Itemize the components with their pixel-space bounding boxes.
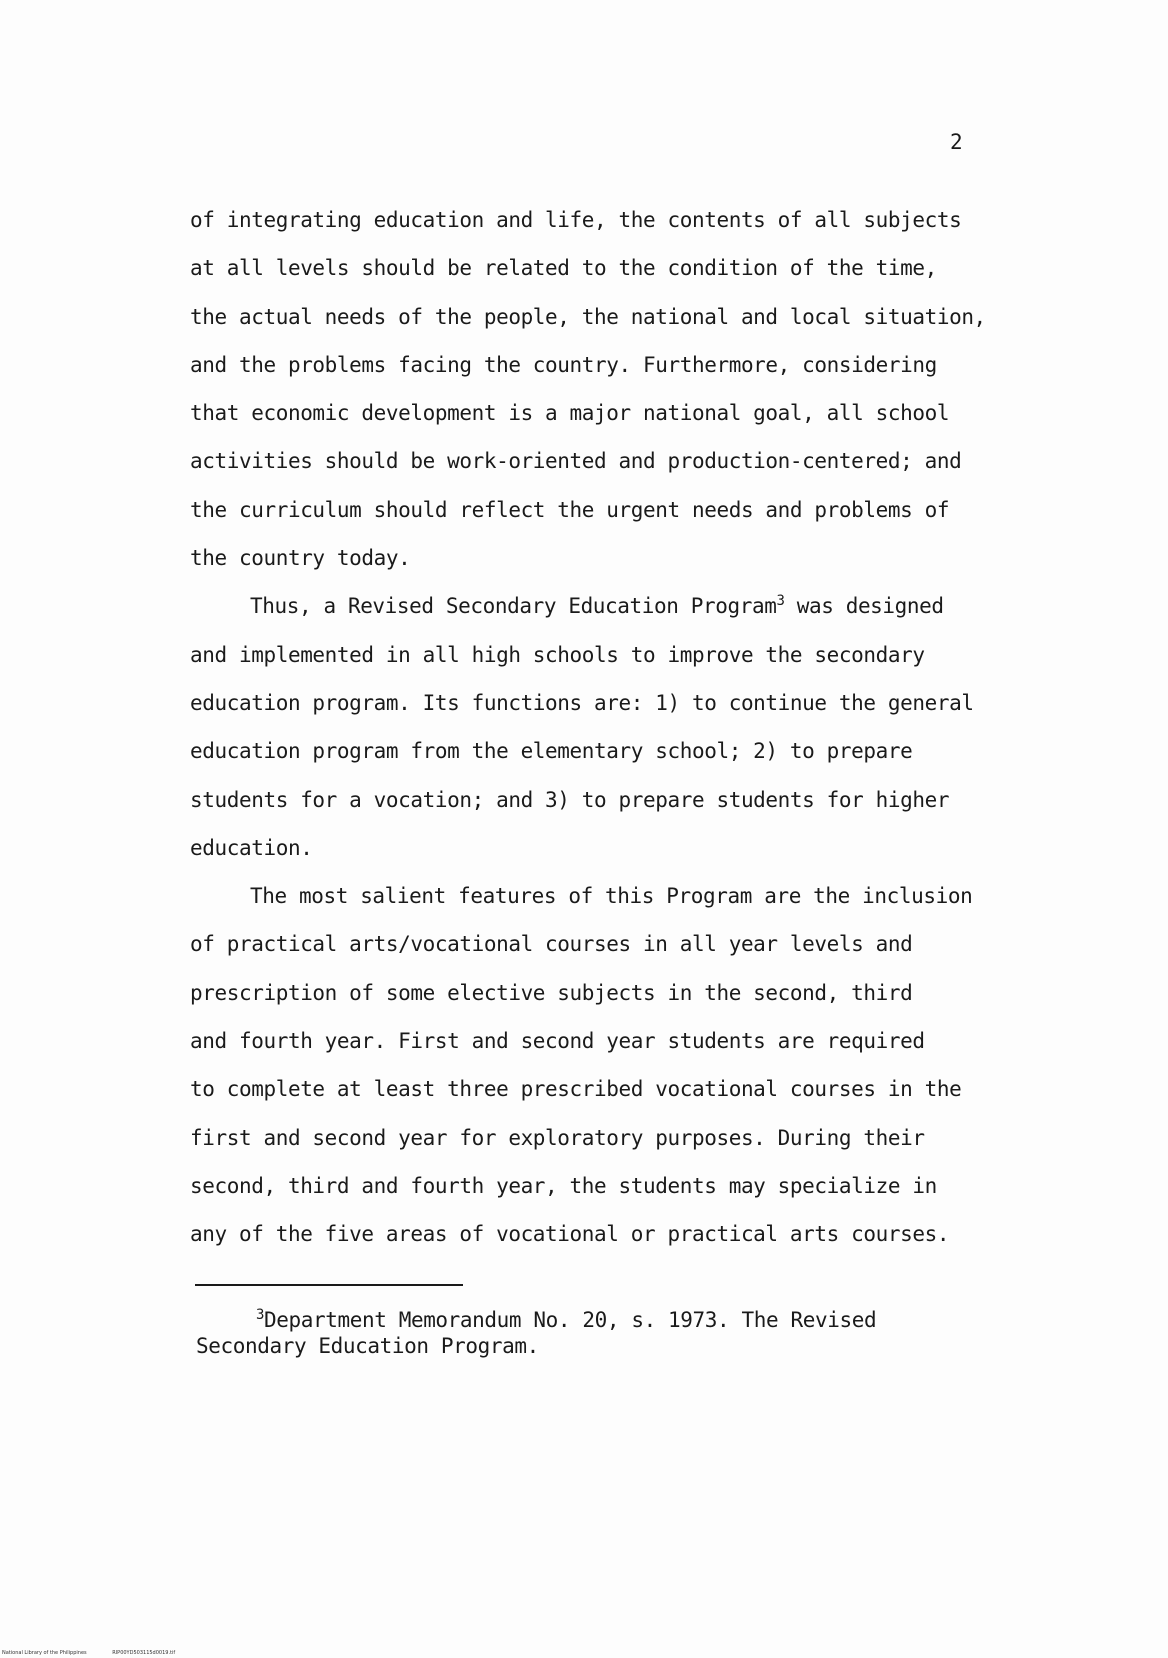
paragraph-line: activities should be work-oriented and production-centered; and bbox=[190, 449, 962, 474]
paragraph-line: to complete at least three prescribed vocational courses in the bbox=[190, 1077, 962, 1102]
paragraph-line: second, third and fourth year, the students may specialize in bbox=[190, 1173, 937, 1198]
paragraph-line: any of the five areas of vocational or practical arts courses. bbox=[190, 1222, 950, 1247]
paragraph-line-tail: was designed bbox=[784, 594, 944, 619]
scan-footer bbox=[2, 1650, 199, 1656]
paragraph-line: the curriculum should reflect the urgent needs and problems of bbox=[190, 497, 950, 522]
library-credit: National Library of the Philippines bbox=[2, 1650, 87, 1656]
paragraph-line: that economic development is a major national goal, all school bbox=[190, 401, 950, 426]
footnote-line: Secondary Education Program. bbox=[196, 1334, 539, 1358]
paragraph-line: of practical arts/vocational courses in all year levels and bbox=[190, 932, 913, 957]
paragraph-line: prescription of some elective subjects in the second, third bbox=[190, 980, 913, 1005]
paragraph-3 bbox=[190, 872, 990, 1258]
paragraph-line: at all levels should be related to the condition of the time, bbox=[190, 256, 937, 281]
footnote-line bbox=[196, 1307, 976, 1333]
paragraph-line: education. bbox=[190, 835, 313, 860]
paragraph-line: students for a vocation; and 3) to prepare students for higher bbox=[190, 787, 950, 812]
paragraph-2 bbox=[190, 582, 990, 872]
paragraph-line: the actual needs of the people, the national and local situation, bbox=[190, 304, 986, 329]
footnote-reference: 3 bbox=[776, 593, 785, 610]
paragraph-first-line bbox=[190, 582, 990, 630]
paragraph-line-text: Thus, a Revised Secondary Education Program bbox=[250, 594, 777, 619]
paragraph-1 bbox=[190, 196, 990, 582]
paragraph-line: education program from the elementary school; 2) to prepare bbox=[190, 739, 913, 764]
paragraph-line: and implemented in all high schools to improve the secondary bbox=[190, 642, 925, 667]
page-number: 2 bbox=[950, 130, 963, 154]
footnote bbox=[196, 1307, 976, 1359]
paragraph-line: of integrating education and life, the contents of all subjects bbox=[190, 208, 962, 232]
paragraph-line: education program. Its functions are: 1) to continue the general bbox=[190, 690, 974, 715]
paragraph-line: The most salient features of this Program are the inclusion bbox=[250, 884, 973, 909]
footnote-marker: 3 bbox=[256, 1307, 265, 1323]
body-text bbox=[190, 196, 990, 1259]
paragraph-line: and fourth year. First and second year students are required bbox=[190, 1029, 925, 1054]
footnote-text: Department Memorandum No. 20, s. 1973. The Revised bbox=[264, 1308, 877, 1332]
file-identifier: RIP00YD503115d0019.tif bbox=[112, 1650, 176, 1656]
paragraph-line: first and second year for exploratory purposes. During their bbox=[190, 1125, 925, 1150]
paragraph-line: the country today. bbox=[190, 546, 411, 571]
footnote-divider bbox=[195, 1284, 463, 1286]
paragraph-line: and the problems facing the country. Furthermore, considering bbox=[190, 352, 937, 377]
